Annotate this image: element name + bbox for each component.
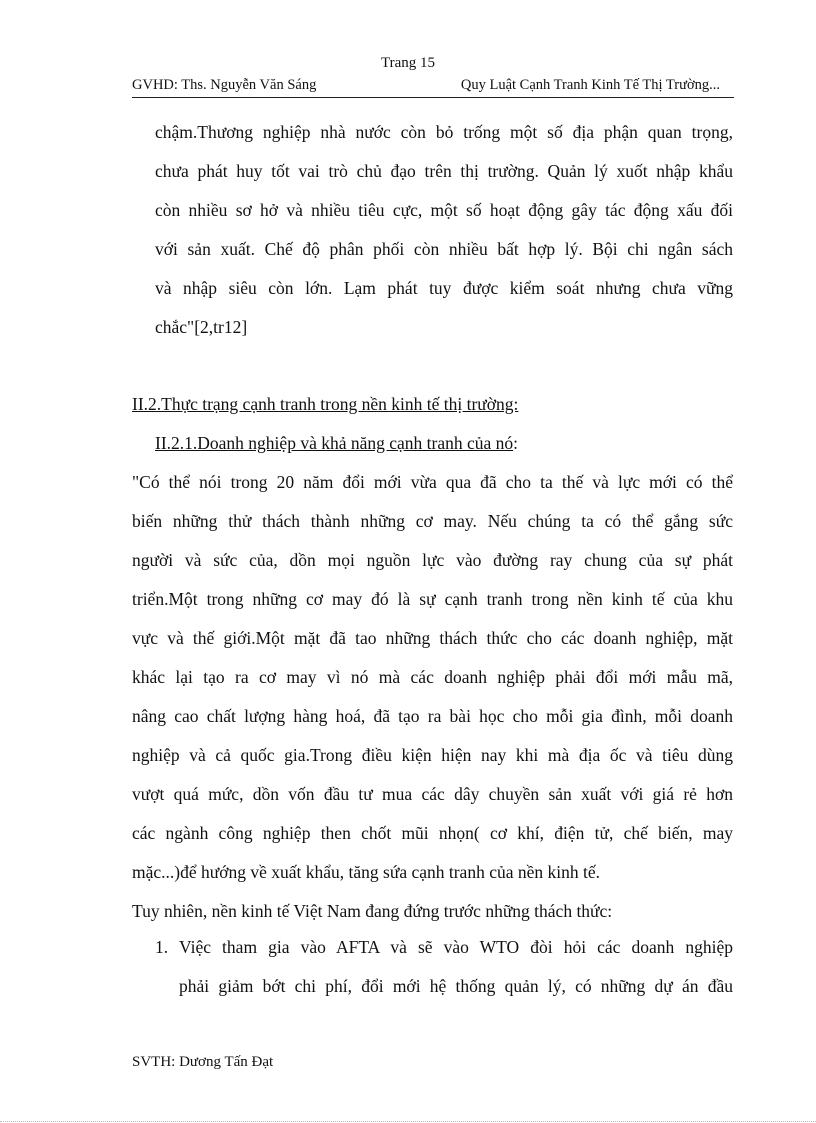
paragraph-line: và nhập siêu còn lớn. Lạm phát tuy được kiểm soát nhưng chưa vững bbox=[155, 278, 733, 298]
paragraph-line: nâng cao chất lượng hàng hoá, đã tạo ra bài học cho mỗi gia đình, mỗi doanh bbox=[132, 706, 733, 726]
paragraph-line: chắc"[2,tr12] bbox=[155, 317, 248, 337]
paragraph-line: biến những thử thách thành những cơ may. Nếu chúng ta có thể gắng sức bbox=[132, 511, 733, 531]
challenges-intro: Tuy nhiên, nền kinh tế Việt Nam đang đứng trước những thách thức: bbox=[132, 901, 613, 921]
paragraph-line: còn nhiều sơ hở và nhiều tiêu cực, một số hoạt động gây tác động xấu đối bbox=[155, 200, 733, 220]
paragraph-line: với sản xuất. Chế độ phân phối còn nhiều bất hợp lý. Bội chi ngân sách bbox=[155, 239, 733, 259]
paragraph-continuation bbox=[132, 113, 733, 347]
page-number: Trang 15 bbox=[380, 55, 436, 71]
paragraph-line: người và sức của, dồn mọi nguồn lực vào đường ray chung của sự phát bbox=[132, 550, 733, 570]
paragraph-line: chậm.Thương nghiệp nhà nước còn bỏ trống một số địa phận quan trọng, bbox=[155, 122, 733, 142]
list-item-line: Việc tham gia vào AFTA và sẽ vào WTO đòi hỏi các doanh nghiệp bbox=[179, 937, 733, 957]
section-heading: II.2.Thực trạng cạnh tranh trong nền kinh tế thị trường: bbox=[132, 394, 519, 414]
quote-paragraph bbox=[132, 463, 733, 892]
list-item-text bbox=[179, 928, 733, 1006]
list-item-number: 1. bbox=[155, 937, 169, 957]
paragraph-line: "Có thể nói trong 20 năm đổi mới vừa qua đã cho ta thế và lực mới có thể bbox=[132, 472, 733, 492]
subsection-heading-text: II.2.1.Doanh nghiệp và khả năng cạnh tranh của nó bbox=[155, 433, 514, 453]
paragraph-line: triển.Một trong những cơ may đó là sự cạnh tranh trong nền kinh tế của khu bbox=[132, 589, 733, 609]
paragraph-line: mặc...)để hướng về xuất khẩu, tăng sứa cạnh tranh của nền kinh tế. bbox=[132, 862, 600, 882]
paragraph-line: các ngành công nghiệp then chốt mũi nhọn( cơ khí, điện tử, chế biến, may bbox=[132, 823, 733, 843]
list-item bbox=[155, 928, 733, 1006]
page-footer: SVTH: Dương Tấn Đạt bbox=[132, 1054, 274, 1070]
header-instructor: GVHD: Ths. Nguyễn Văn Sáng bbox=[132, 77, 317, 93]
page-header bbox=[132, 77, 734, 98]
subsection-heading bbox=[155, 424, 518, 463]
paragraph-line: chưa phát huy tốt vai trò chủ đạo trên thị trường. Quản lý xuốt nhập khẩu bbox=[155, 161, 733, 181]
subsection-heading-colon: : bbox=[513, 433, 519, 453]
page-bottom-divider bbox=[0, 1121, 816, 1122]
list-item-line: phải giảm bớt chi phí, đổi mới hệ thống quản lý, có những dự án đầu bbox=[179, 976, 733, 996]
header-document-title: Quy Luật Cạnh Tranh Kinh Tế Thị Trường... bbox=[460, 77, 720, 93]
paragraph-line: vượt quá mức, dồn vốn đầu tư mua các dây chuyền sản xuất với giá rẻ hơn bbox=[132, 784, 733, 804]
paragraph-line: nghiệp và cả quốc gia.Trong điều kiện hiện nay khi mà địa ốc và tiêu dùng bbox=[132, 745, 733, 765]
paragraph-line: khác lại tạo ra cơ may vì nó mà các doanh nghiệp phải đổi mới mẫu mã, bbox=[132, 667, 733, 687]
paragraph-line: vực và thế giới.Một mặt đã tao những thách thức cho các doanh nghiệp, mặt bbox=[132, 628, 733, 648]
